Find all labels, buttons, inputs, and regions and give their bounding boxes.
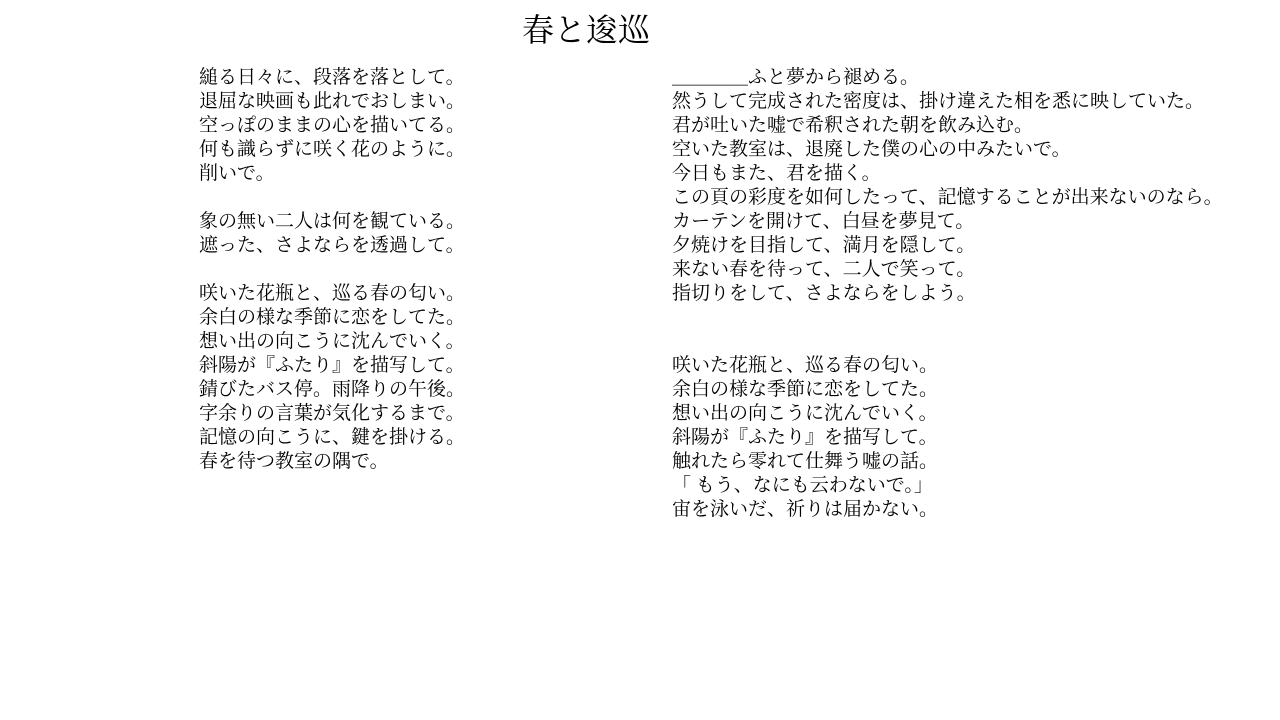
lyric-line: 字余りの言葉が気化するまで。 (199, 403, 465, 424)
lyric-line-blank (672, 306, 1223, 330)
lyric-line: 何も識らずに咲く花のように。 (199, 139, 466, 160)
lyric-line: 夕焼けを目指して、満月を隠して。 (672, 235, 976, 256)
lyric-line: 縋る日々に、段落を落として。 (199, 67, 465, 88)
lyric-line-blank (672, 330, 1223, 354)
page-title: 春と逡巡 (521, 12, 650, 48)
lyric-line: 余白の様な季節に恋をしてた。 (672, 379, 939, 400)
lyric-line: カーテンを開けて、白昼を夢見て。 (672, 211, 975, 232)
lyric-line: 宙を泳いだ、祈りは届かない。 (672, 499, 939, 520)
lyric-line-blank (199, 258, 465, 282)
lyric-line: 錆びたバス停。雨降りの午後。 (199, 379, 466, 400)
lyric-line: 然うして完成された密度は、掛け違えた相を悉に映していた。 (672, 91, 1205, 112)
lyric-line: 遮った、さよならを透過して。 (199, 235, 465, 256)
lyric-line: 今日もまた、君を描く。 (672, 163, 881, 184)
lyric-line: 咲いた花瓶と、巡る春の匂い。 (672, 355, 939, 376)
lyric-line: 余白の様な季節に恋をしてた。 (199, 307, 466, 328)
lyric-line: 削いで。 (199, 163, 275, 184)
lyric-line: 空っぽのままの心を描いてる。 (199, 115, 466, 136)
lyric-line: この頁の彩度を如何したって、記憶することが出来ないのなら。 (672, 187, 1223, 208)
lyric-line: 空いた教室は、退廃した僕の心の中みたいで。 (672, 139, 1071, 160)
lyric-line: 斜陽が『ふたり』を描写して。 (672, 427, 938, 448)
lyric-line: 記憶の向こうに、鍵を掛ける。 (199, 427, 466, 448)
lyrics-column-left (199, 66, 465, 474)
lyric-line: 咲いた花瓶と、巡る春の匂い。 (199, 283, 466, 304)
lyric-line: 想い出の向こうに沈んでいく。 (672, 403, 938, 424)
lyric-line: ＿＿＿＿ふと夢から褪める。 (672, 67, 920, 88)
lyric-line: 斜陽が『ふたり』を描写して。 (199, 355, 465, 376)
lyric-line: 君が吐いた嘘で希釈された朝を飲み込む。 (672, 115, 1034, 136)
lyric-line: 退屈な映画も此れでおしまい。 (199, 91, 466, 112)
lyrics-column-right (672, 66, 1223, 522)
lyric-line: 「 もう、なにも云わないで。」 (672, 475, 933, 496)
lyric-line: 想い出の向こうに沈んでいく。 (199, 331, 465, 352)
lyric-line-blank (199, 186, 465, 210)
lyric-line: 春を待つ教室の隅で。 (199, 451, 389, 472)
lyric-line: 象の無い二人は何を観ている。 (199, 211, 466, 232)
lyric-line: 来ない春を待って、二人で笑って。 (672, 259, 976, 280)
lyric-line: 触れたら零れて仕舞う嘘の話。 (672, 451, 939, 472)
lyric-line: 指切りをして、さよならをしよう。 (672, 283, 976, 304)
